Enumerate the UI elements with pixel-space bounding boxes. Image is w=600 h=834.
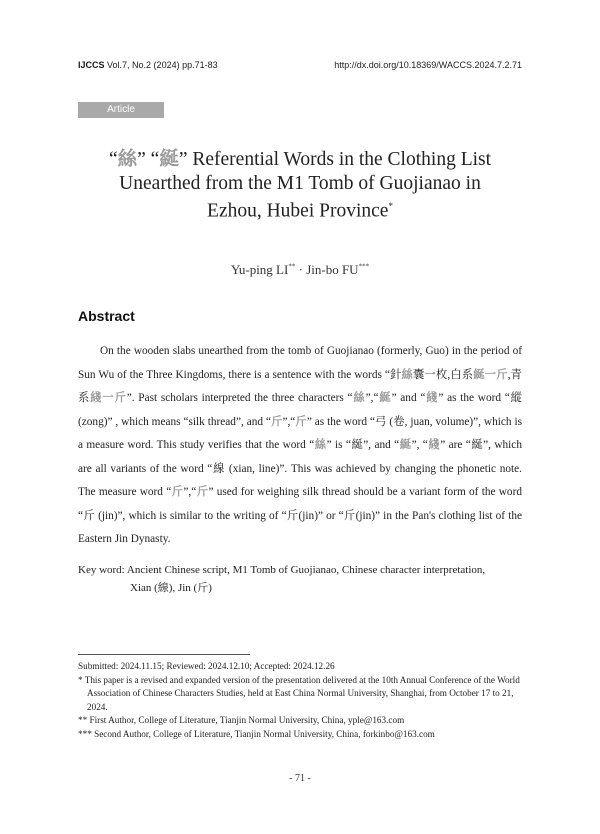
abstract-heading: Abstract — [78, 308, 135, 324]
keywords-line-2: Xian (線), Jin (斤) — [130, 582, 212, 594]
journal-abbr: IJCCS — [78, 60, 105, 70]
volume-issue-pages: Vol.7, No.2 (2024) pp.71-83 — [107, 60, 218, 70]
article-type-badge: Article — [78, 102, 164, 118]
script-glyph: 斤 — [496, 368, 508, 381]
journal-citation — [78, 60, 218, 70]
script-glyph: 綫 — [425, 392, 439, 404]
author-1: Yu-ping LI — [230, 262, 289, 277]
paper-title — [60, 148, 540, 223]
script-glyph: 綖 — [378, 392, 392, 404]
abstract-paragraph: On the wooden slabs unearthed from the tomb of Guojianao (formerly, Guo) in the period of Sun Wu of the Three Kingdoms, there is a sentence with the words “針絲囊一枚,白系綖一斤,青系綫一斤”. Past scholars interpreted the three characters “絲”,“綖” and “綫” as the word “縱 (zong)” , which means “silk thread”, and “斤”,“斤” as the word “弓 (卷, juan, volume)”, which is a measure word. This study verifies that the word “絲” is “綖”, and “綖”, “綫” are “綖”, which are all variants of the word “線 (xian, line)”. This was achieved by changing the phonetic note. The measure word “斤”,“斤” used for weighing silk thread should be a variant form of the word “斤 (jin)”, which is similar to the writing of “斤(jin)” or “斤(jin)” in the Pan's clothing list of the Eastern Jin Dynasty. — [78, 345, 522, 545]
title-line-3: Ezhou, Hubei Province* — [207, 200, 393, 222]
title-line-1: “絲” “綖” Referential Words in the Clothing List — [108, 149, 492, 170]
footnote-2: ** First Author, College of Literature, Tianjin Normal University, China, yple@163.com — [78, 715, 405, 725]
script-glyph: 絲 — [314, 439, 327, 451]
script-glyph: 絲 — [401, 368, 413, 381]
keywords-line-1: Ancient Chinese script, M1 Tomb of Guojianao, Chinese character interpretation, — [124, 564, 486, 576]
title-glyph-1: 絲 — [117, 149, 138, 170]
footnote-1: * This paper is a revised and expanded version of the presentation delivered at the 10th Annual Conference of the World Association of Chinese Characters Studies, held at East China Normal University, Shanghai, from October 17 to 21, 2024. — [78, 674, 520, 712]
script-glyph: 斤 — [295, 415, 307, 428]
footnote-3: *** Second Author, College of Literature, Tianjin Normal University, China, forkinbo@163.com — [78, 728, 435, 739]
footnotes — [78, 660, 522, 741]
keywords-label: Key word: — [78, 564, 125, 576]
doi-link[interactable]: http://dx.doi.org/10.18369/WACCS.2024.7.2.71 — [334, 60, 522, 70]
abstract-body — [78, 340, 522, 552]
keywords — [78, 561, 522, 597]
title-footnote-mark: * — [388, 201, 393, 211]
running-header — [78, 60, 522, 72]
script-glyph: 斤 — [171, 486, 184, 498]
submission-dates: Submitted: 2024.11.15; Reviewed: 2024.12.10; Accepted: 2024.12.26 — [78, 661, 335, 671]
script-glyph: 斤 — [270, 415, 283, 428]
author-line: Yu-ping LI** · Jin-bo FU*** — [230, 262, 370, 277]
footnote-rule — [78, 654, 250, 655]
title-glyph-2: 綖 — [159, 149, 179, 170]
page-number: - 71 - — [289, 773, 311, 784]
script-glyph: 綖 — [399, 439, 412, 451]
script-glyph: 斤 — [196, 486, 209, 498]
author-2: Jin-bo FU — [306, 262, 359, 277]
script-glyph: 絲 — [352, 392, 366, 404]
script-glyph: 綫一斤 — [90, 392, 127, 404]
title-line-2: Unearthed from the M1 Tomb of Guojianao in — [119, 172, 481, 194]
script-glyph: 綖一 — [473, 368, 497, 381]
script-glyph: 綫 — [427, 439, 441, 451]
